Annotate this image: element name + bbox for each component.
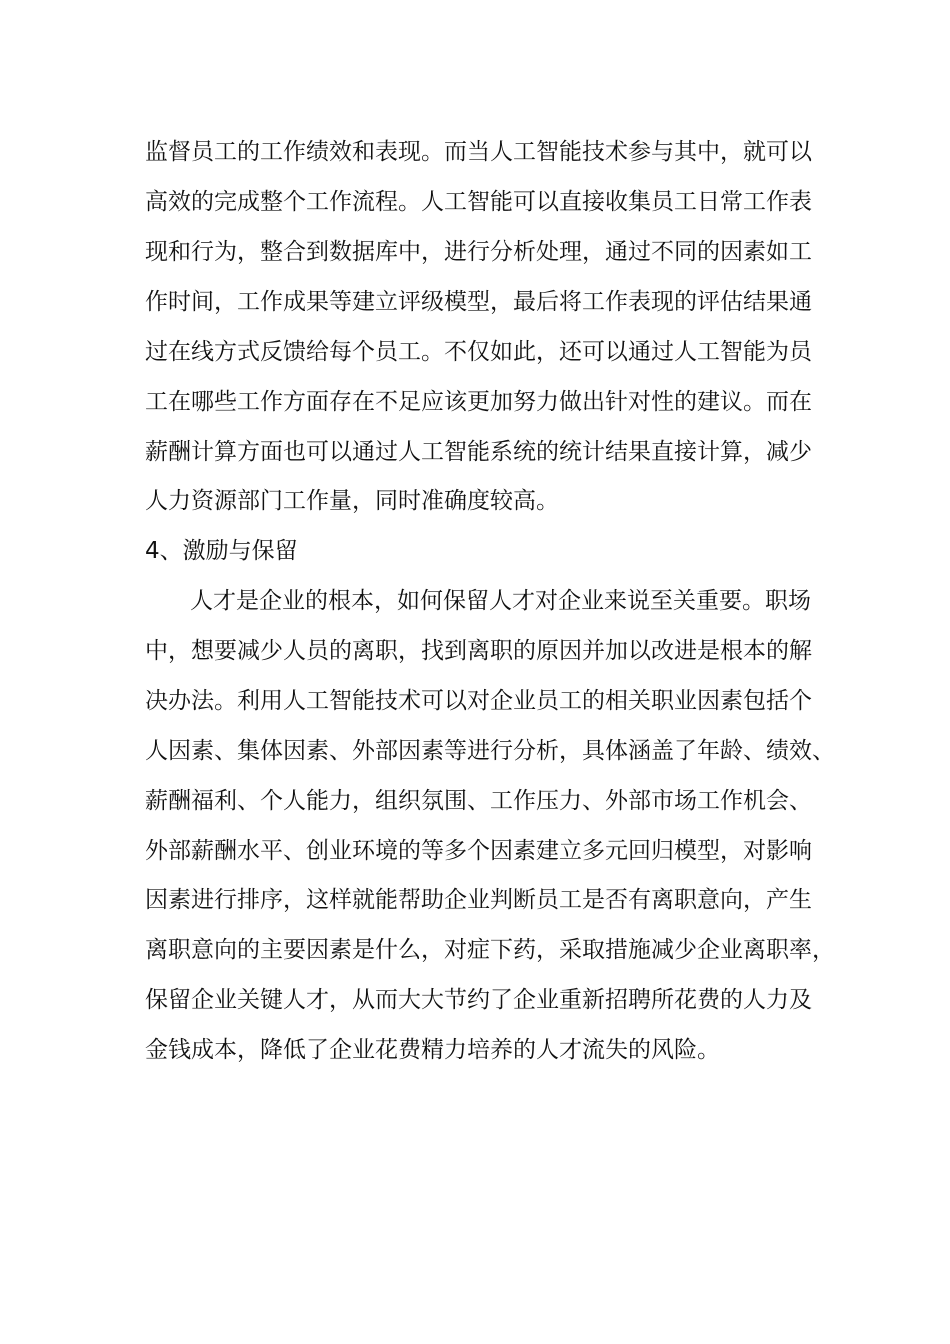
paragraph-line: 过在线方式反馈给每个员工。不仅如此，还可以通过人工智能为员	[145, 339, 812, 365]
paragraph-line: 中，想要减少人员的离职，找到离职的原因并加以改进是根本的解	[145, 638, 812, 664]
paragraph-line: 因素进行排序，这样就能帮助企业判断员工是否有离职意向，产生	[145, 887, 812, 913]
paragraph-line: 人力资源部门工作量，同时准确度较高。	[145, 488, 559, 514]
paragraph-line: 薪酬计算方面也可以通过人工智能系统的统计结果直接计算，减少	[145, 439, 812, 465]
section-heading: 4、激励与保留	[145, 538, 298, 564]
paragraph-line: 外部薪酬水平、创业环境的等多个因素建立多元回归模型，对影响	[145, 838, 812, 864]
paragraph-line: 作时间，工作成果等建立评级模型，最后将工作表现的评估结果通	[145, 289, 812, 315]
paragraph-line: 监督员工的工作绩效和表现。而当人工智能技术参与其中，就可以	[145, 139, 812, 165]
paragraph-line: 人因素、集体因素、外部因素等进行分析，具体涵盖了年龄、绩效、	[145, 738, 835, 764]
paragraph-line: 离职意向的主要因素是什么，对症下药，采取措施减少企业离职率，	[145, 937, 835, 963]
paragraph-line: 保留企业关键人才，从而大大节约了企业重新招聘所花费的人力及	[145, 987, 812, 1013]
paragraph-line: 金钱成本，降低了企业花费精力培养的人才流失的风险。	[145, 1037, 720, 1063]
paragraph-line: 人才是企业的根本，如何保留人才对企业来说至关重要。职场	[190, 588, 811, 614]
paragraph-line: 工在哪些工作方面存在不足应该更加努力做出针对性的建议。而在	[145, 389, 812, 415]
paragraph-line: 薪酬福利、个人能力，组织氛围、工作压力、外部市场工作机会、	[145, 788, 812, 814]
paragraph-line: 决办法。利用人工智能技术可以对企业员工的相关职业因素包括个	[145, 688, 812, 714]
paragraph-line: 现和行为，整合到数据库中，进行分析处理，通过不同的因素如工	[145, 239, 812, 265]
paragraph-line: 高效的完成整个工作流程。人工智能可以直接收集员工日常工作表	[145, 189, 812, 215]
